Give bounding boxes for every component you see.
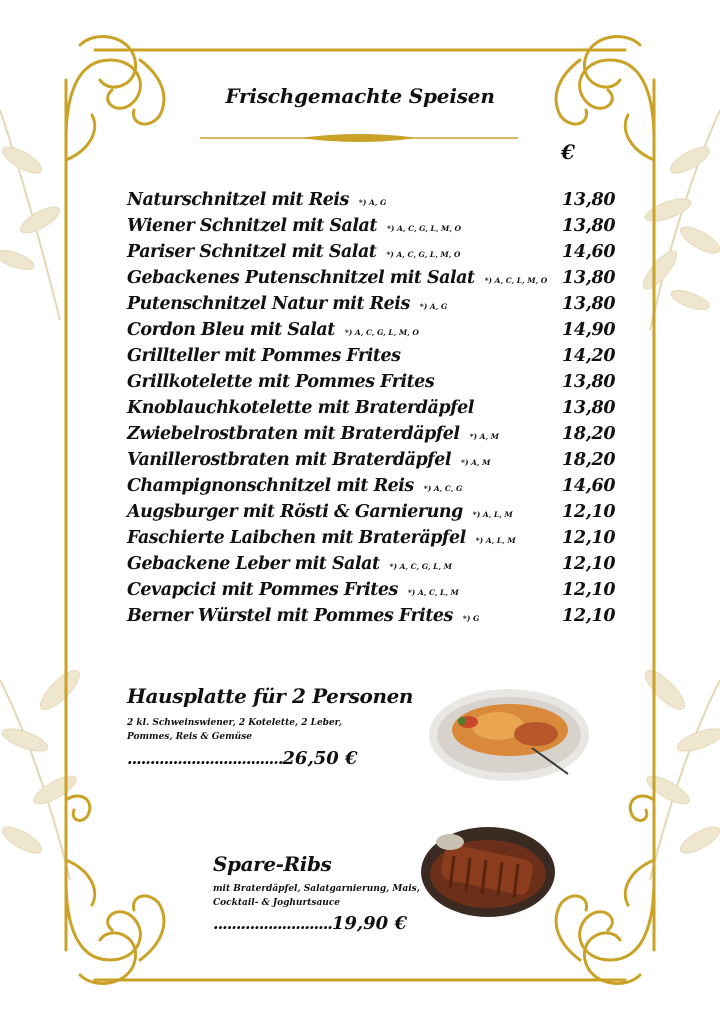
hausplatte-price: 26,50 €: [282, 748, 358, 769]
item-name: Champignonschnitzel mit Reis: [127, 476, 414, 496]
item-allergens: *) A, C, G: [423, 484, 463, 493]
title-divider: [200, 128, 518, 148]
item-price: 18,20: [562, 424, 616, 444]
spareribs-description: [213, 882, 420, 910]
item-price: 12,10: [562, 580, 616, 600]
item-name: Faschierte Laibchen mit Brateräpfel: [127, 528, 466, 548]
item-price: 14,90: [562, 320, 616, 340]
menu-item: [127, 216, 627, 242]
item-allergens: *) A, C, L, M, O: [484, 276, 548, 285]
item-name: Knoblauchkotelette mit Braterdäpfel: [127, 398, 474, 418]
spareribs-price: 19,90 €: [331, 913, 407, 934]
currency-symbol: €: [561, 140, 575, 164]
item-price: 14,20: [562, 346, 616, 366]
item-price: 13,80: [562, 294, 616, 314]
dot-leader: ..................................: [127, 749, 283, 768]
item-name: Zwiebelrostbraten mit Braterdäpfel: [127, 424, 460, 444]
item-price: 18,20: [562, 450, 616, 470]
menu-item: [127, 554, 627, 580]
item-name: Cevapcici mit Pommes Frites: [127, 580, 398, 600]
menu-item: [127, 346, 627, 372]
item-name: Naturschnitzel mit Reis: [127, 190, 349, 210]
menu-list: [127, 190, 627, 632]
menu-item: [127, 450, 627, 476]
item-price: 14,60: [562, 476, 616, 496]
item-allergens: *) A, C, G, L, M, O: [344, 328, 419, 337]
item-name: Gebackene Leber mit Salat: [127, 554, 380, 574]
menu-item: [127, 372, 627, 398]
item-allergens: *) A, M: [469, 432, 499, 441]
item-price: 13,80: [562, 372, 616, 392]
item-name: Grillkotelette mit Pommes Frites: [127, 372, 435, 392]
menu-item: [127, 606, 627, 632]
menu-item: [127, 268, 627, 294]
hausplatte-description: [127, 716, 342, 744]
item-price: 12,10: [562, 502, 616, 522]
spareribs-photo: [420, 826, 556, 918]
dot-leader: ..........................: [213, 914, 332, 933]
item-price: 14,60: [562, 242, 616, 262]
menu-item: [127, 398, 627, 424]
item-price: 13,80: [562, 190, 616, 210]
item-name: Wiener Schnitzel mit Salat: [127, 216, 377, 236]
item-price: 13,80: [562, 398, 616, 418]
spareribs-price-line: [213, 913, 407, 934]
spareribs-desc-line: Cocktail- & Joghurtsauce: [213, 898, 341, 908]
menu-item: [127, 476, 627, 502]
menu-item: [127, 242, 627, 268]
menu-item: [127, 320, 627, 346]
hausplatte-desc-line: 2 kl. Schweinswiener, 2 Kotelette, 2 Leber,: [127, 718, 342, 728]
item-name: Augsburger mit Rösti & Garnierung: [127, 502, 463, 522]
menu-title: Frischgemachte Speisen: [225, 84, 495, 108]
item-price: 12,10: [562, 528, 616, 548]
item-allergens: *) A, M: [461, 458, 491, 467]
menu-item: [127, 294, 627, 320]
item-name: Cordon Bleu mit Salat: [127, 320, 335, 340]
item-name: Grillteller mit Pommes Frites: [127, 346, 401, 366]
menu-item: [127, 580, 627, 606]
item-price: 12,10: [562, 606, 616, 626]
item-name: Putenschnitzel Natur mit Reis: [127, 294, 410, 314]
hausplatte-title: Hausplatte für 2 Personen: [127, 684, 414, 708]
menu-item: [127, 190, 627, 216]
item-allergens: *) G: [462, 614, 480, 623]
spareribs-title: Spare-Ribs: [213, 852, 332, 876]
item-name: Vanillerostbraten mit Braterdäpfel: [127, 450, 452, 470]
item-price: 13,80: [562, 268, 616, 288]
item-allergens: *) A, G: [419, 302, 448, 311]
spareribs-desc-line: mit Braterdäpfel, Salatgarnierung, Mais,: [213, 884, 420, 894]
item-allergens: *) A, C, L, M: [407, 588, 459, 597]
hausplatte-price-line: [127, 748, 358, 769]
item-price: 12,10: [562, 554, 616, 574]
item-allergens: *) A, L, M: [472, 510, 513, 519]
item-allergens: *) A, G: [358, 198, 387, 207]
menu-item: [127, 424, 627, 450]
item-allergens: *) A, L, M: [475, 536, 516, 545]
item-price: 13,80: [562, 216, 616, 236]
hausplatte-photo: [428, 688, 590, 782]
hausplatte-desc-line: Pommes, Reis & Gemüse: [127, 732, 252, 742]
item-allergens: *) A, C, G, L, M: [389, 562, 452, 571]
item-name: Gebackenes Putenschnitzel mit Salat: [127, 268, 475, 288]
menu-item: [127, 502, 627, 528]
menu-item: [127, 528, 627, 554]
item-name: Pariser Schnitzel mit Salat: [127, 242, 377, 262]
item-allergens: *) A, C, G, L, M, O: [386, 250, 461, 259]
item-name: Berner Würstel mit Pommes Frites: [127, 606, 453, 626]
item-allergens: *) A, C, G, L, M, O: [386, 224, 462, 233]
